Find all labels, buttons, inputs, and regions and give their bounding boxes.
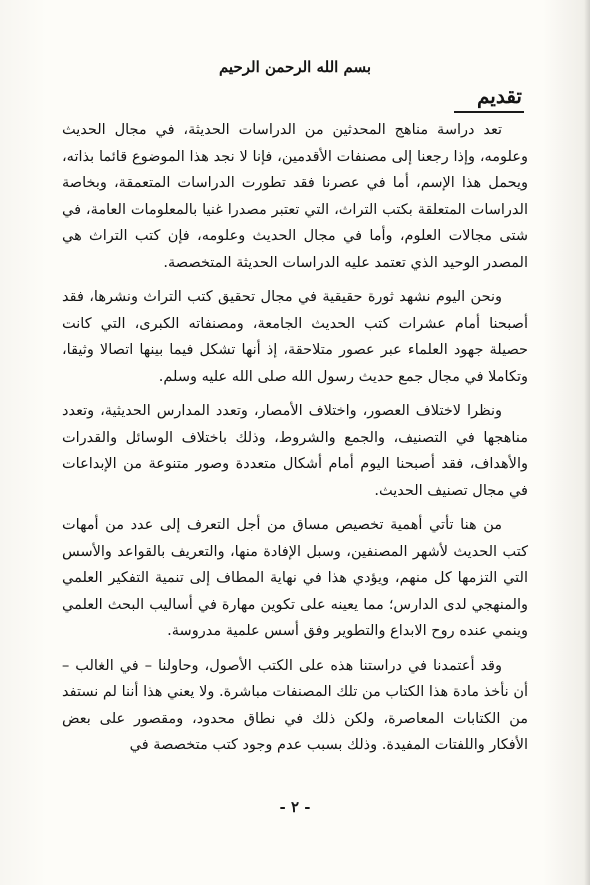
paragraph: تعد دراسة مناهج المحدثين من الدراسات الحديثة، في مجال الحديث وعلومه، وإذا رجعنا إلى مصنفات الأقدمين، فإنا لا نجد هذا الموضوع قائما بذاته، ويحمل هذا الإسم، أما في عصرنا فقد تطورت الدراسات المتعمقة، وبخاصة الدراسات المتعلقة بكتب التراث، التي تعتبر مصدرا غنيا بالمعلومات العامة، في شتى مجالات العلوم، وأما في مجال الحديث وعلومه، فإن كتب التراث هي المصدر الوحيد الذي تعتمد عليه الدراسات الحديثة المتخصصة. — [62, 122, 528, 271]
title-underline — [454, 111, 524, 113]
basmala-header: بسم الله الرحمن الرحيم — [218, 58, 372, 76]
page-edge-shadow — [584, 0, 590, 885]
body-text — [62, 117, 528, 767]
page-number: - ٢ - — [279, 798, 311, 816]
paragraph: ونظرا لاختلاف العصور، واختلاف الأمصار، وتعدد المدارس الحديثية، وتعدد مناهجها في التصنيف، والجمع والشروط، وذلك باختلاف الوسائل والقدرات والأهداف، فقد أصبحنا اليوم أمام أشكال متعددة وصور متنوعة من الإبداعات في مجال تصنيف الحديث. — [62, 403, 528, 499]
paragraph: ونحن اليوم نشهد ثورة حقيقية في مجال تحقيق كتب التراث ونشرها، فقد أصبحنا أمام عشرات كتب الحديث الجامعة، ومصنفاته الكبرى، التي كانت حصيلة جهود العلماء عبر عصور متلاحقة، إذ أنها تشكل فيما بينها اتصالا وثيقا، وتكاملا في مجال جمع حديث رسول الله صلى الله عليه وسلم. — [62, 289, 528, 385]
paragraph: من هنا تأتي أهمية تخصيص مساق من أجل التعرف إلى عدد من أمهات كتب الحديث لأشهر المصنفين، وسبل الإفادة منها، والتعريف بالقواعد والأسس التي التزمها كل منهم، ويؤدي هذا في نهاية المطاف إلى تنمية التفكير العلمي والمنهجي لدى الدارس؛ مما يعينه على تكوين مهارة في أساليب البحث العلمي وينمي عنده روح الابداع والتطوير وفق أسس علمية مدروسة. — [62, 517, 528, 639]
section-title: تقديم — [476, 84, 522, 108]
paragraph: وقد أعتمدنا في دراستنا هذه على الكتب الأصول، وحاولنا – في الغالب – أن نأخذ مادة هذا الكتاب من تلك المصنفات مباشرة. ولا يعني هذا أننا لم نستفد من الكتابات المعاصرة، ولكن ذلك في نطاق محدود، ومقصور على بعض الأفكار واللفتات المفيدة. وذلك بسبب عدم وجود كتب متخصصة في — [62, 657, 528, 753]
